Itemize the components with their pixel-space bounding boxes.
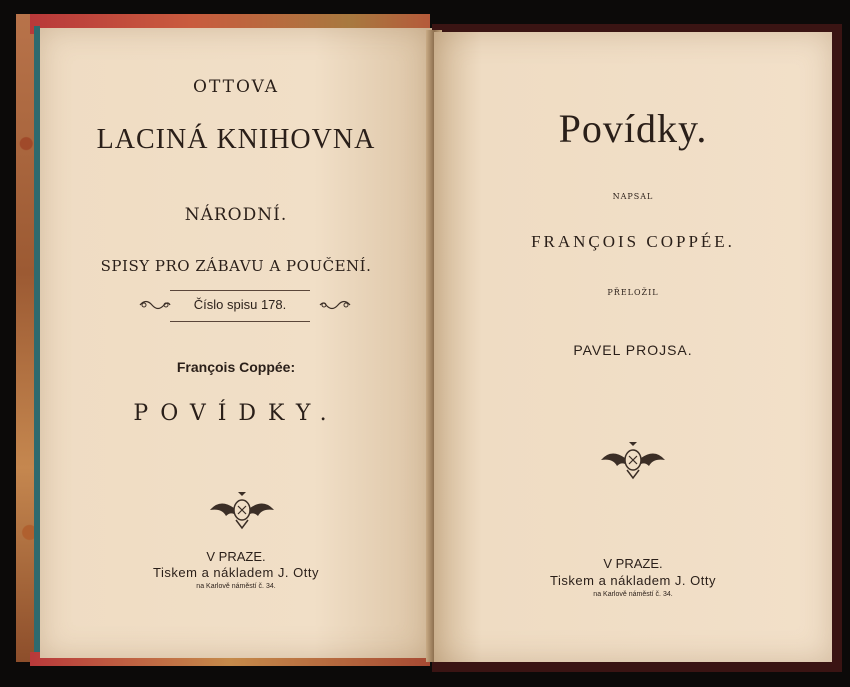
- author-name: FRANÇOIS COPPÉE.: [531, 232, 735, 251]
- publisher-line: Tiskem a nákladem J. Otty: [550, 573, 716, 588]
- library-subtitle: NÁRODNÍ.: [184, 205, 288, 225]
- publication-place: V PRAZE.: [206, 549, 266, 564]
- series-name: OTTOVA: [193, 77, 279, 97]
- eagle-emblem-icon: [599, 440, 667, 484]
- scroll-ornament-icon: [318, 296, 352, 319]
- right-page: [434, 32, 832, 662]
- translator-name: PAVEL PROJSA.: [573, 342, 693, 358]
- publication-place: V PRAZE.: [603, 556, 663, 571]
- title-page-heading: Povídky.: [558, 106, 708, 151]
- eagle-emblem-icon: [208, 490, 276, 534]
- library-title: LACINÁ KNIHOVNA: [96, 124, 376, 155]
- left-page: [40, 28, 432, 658]
- volume-number: Číslo spisu 178.: [170, 290, 310, 322]
- author-name: François Coppée:: [176, 359, 296, 375]
- series-tagline: SPISY PRO ZÁBAVU A POUČENÍ.: [100, 257, 372, 275]
- publisher-address: na Karlově náměstí č. 34.: [196, 583, 276, 590]
- wrote-label: NAPSAL: [612, 192, 654, 201]
- translated-label: PŘELOŽIL: [607, 288, 659, 297]
- spine-teal-strip: [34, 26, 40, 652]
- publisher-line: Tiskem a nákladem J. Otty: [153, 565, 319, 580]
- scroll-ornament-icon: [138, 296, 172, 319]
- publisher-address: na Karlově náměstí č. 34.: [593, 591, 673, 598]
- book-title: POVÍDKY.: [133, 401, 339, 426]
